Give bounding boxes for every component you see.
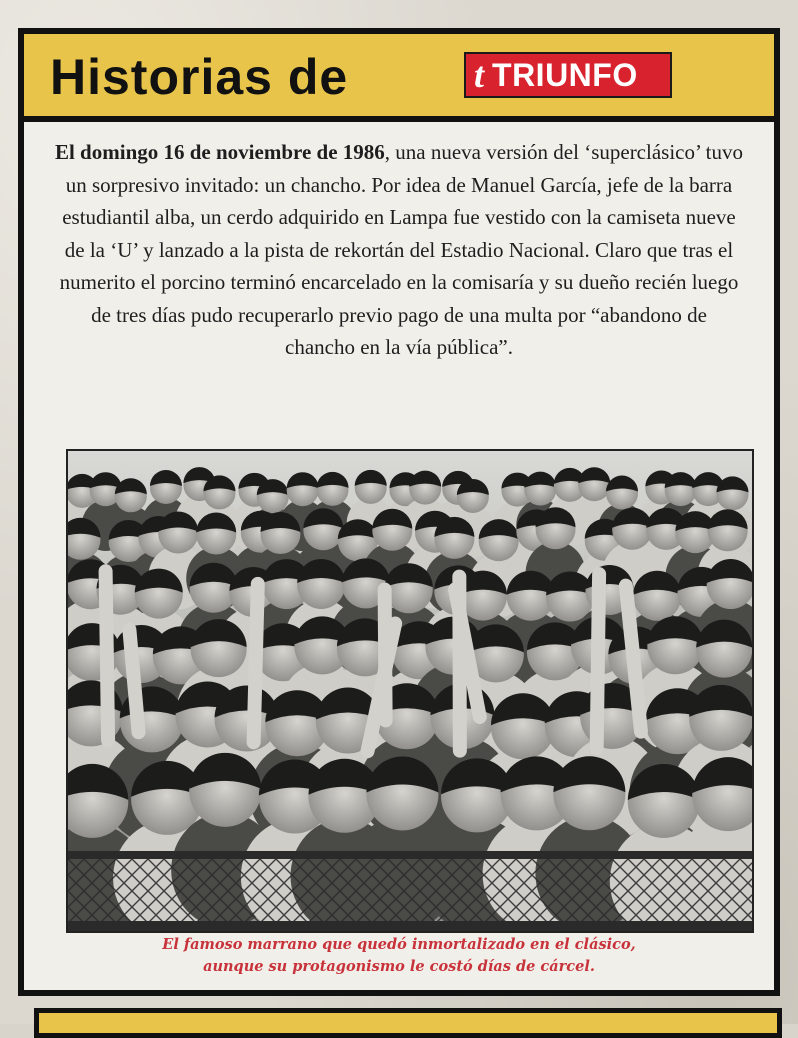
- caption-line-1: El famoso marrano que quedó inmortalizado en el clásico,: [162, 936, 636, 953]
- story-card: [18, 28, 780, 996]
- crowd-arm: [106, 571, 108, 740]
- caption-line-2: aunque su protagonismo le costó días de cárcel.: [203, 958, 595, 975]
- header-banner: [24, 34, 774, 122]
- article-body: , una nueva versión del ‘superclásico’ tuvo un sorpresivo invitado: un chancho. Por idea de Manuel García, jefe de la barra estudiantil alba, un cerdo adquirido en Lampa fue vestido con la camiseta nueve de la ‘U’ y lanzado a la pista de rekortán del Estadio Nacional. Claro que tras el numerito el porcino terminó encarcelado en la comisaría y su dueño recién luego de tres días pudo recuperarlo previo pago de una multa por “abandono de chancho en la vía pública”.: [59, 140, 744, 359]
- brand-name: TRIUNFO: [492, 57, 638, 93]
- article-text: [54, 136, 744, 364]
- article-lead: El domingo 16 de noviembre de 1986: [54, 140, 385, 164]
- crowd-arm: [597, 574, 599, 748]
- crowd-photo-graphic: [68, 451, 752, 931]
- crowd-arm: [254, 584, 258, 742]
- triunfo-logo: [464, 52, 672, 98]
- header-title: Historias de: [50, 49, 349, 105]
- crowd-photo: [66, 449, 754, 933]
- next-card-edge: [34, 1008, 782, 1038]
- crowd-arm: [129, 630, 138, 732]
- brand-letter: t: [474, 55, 485, 95]
- photo-caption: [44, 934, 754, 978]
